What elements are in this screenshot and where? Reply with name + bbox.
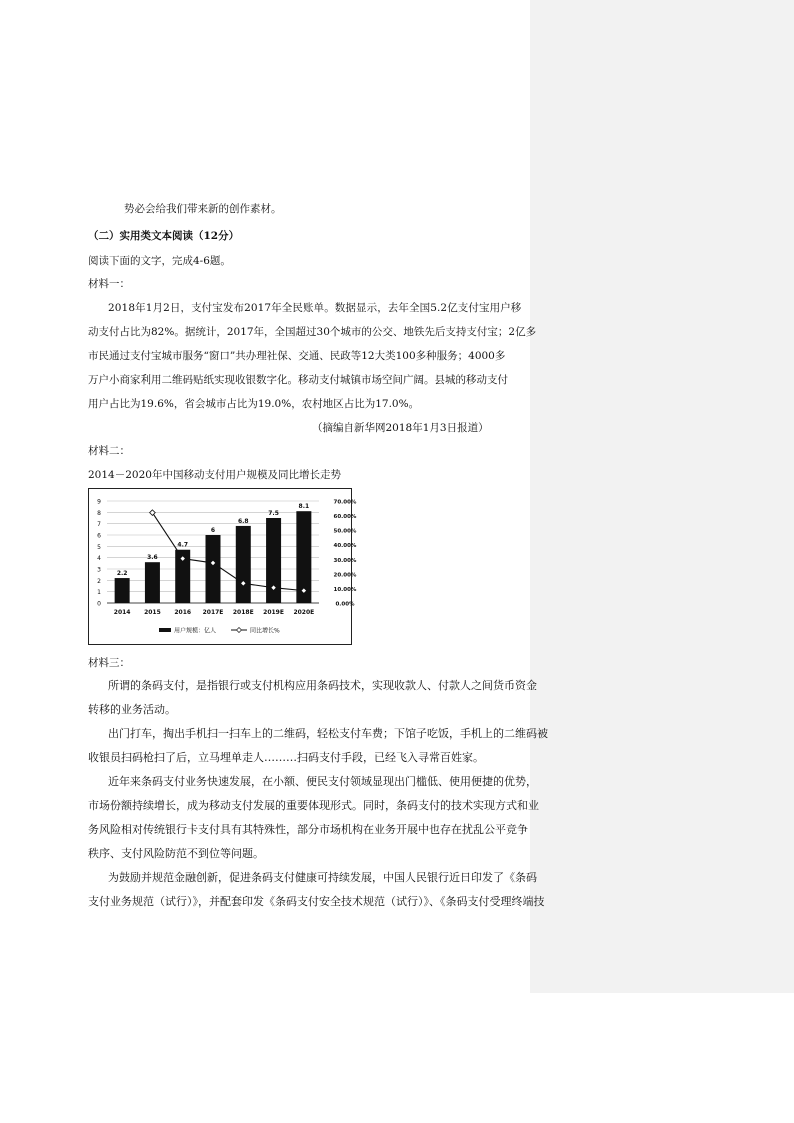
y-right-tick: 20.00% [333,572,357,579]
x-tick: 2016 [174,609,192,616]
bar-label: 3.6 [147,554,158,562]
material3-label: 材料三： [88,657,130,669]
material1-label: 材料一： [88,278,130,290]
legend-swatch-bar [159,628,171,632]
material3-line-8: 秩序、支付风险防范不到位等问题。 [88,847,264,860]
y-left-tick: 2 [97,577,101,585]
chart-title: 2014－2020年中国移动支付用户规模及同比增长走势 [88,469,341,481]
material3-line-9: 为鼓励并规范金融创新，促进条码支付健康可持续发展，中国人民银行近日印发了《条码 [108,871,537,884]
x-tick: 2018E [232,609,254,616]
y-left-tick: 9 [97,498,101,506]
legend-label-line: 同比增长% [250,627,280,635]
intro-line: 势必会给我们带来新的创作素材。 [124,203,282,215]
y-left-tick: 1 [97,589,101,597]
y-left-tick: 3 [97,566,101,574]
material3-line-10: 支付业务规范（试行）》，并配套印发《条码支付安全技术规范（试行）》、《条码支付受理终端技 [88,895,545,908]
y-right-tick: 0.00% [335,601,355,608]
comment-pane [530,0,794,993]
x-tick: 2014 [113,609,131,616]
material3-line-1: 所谓的条码支付，是指银行或支付机构应用条码技术，实现收款人、付款人之间货币资金 [108,679,537,692]
bar [145,562,160,603]
bar [206,535,221,603]
y-left-tick: 5 [97,543,101,551]
y-left-tick: 4 [97,555,101,563]
y-left-tick: 0 [97,600,101,608]
material1-line-1: 2018年1月2日，支付宝发布2017年全民账单。数据显示，去年全国5.2亿支付宝用户移 [108,302,522,314]
section-title: （二）实用类文本阅读（12分） [88,230,240,242]
y-right-tick: 30.00% [333,557,357,564]
y-left-tick: 7 [97,521,101,529]
x-tick: 2019E [263,609,284,616]
material1-source: （摘编自新华网2018年1月3日报道） [312,422,489,434]
bar-label: 8.1 [298,503,310,511]
chart-frame [88,488,357,645]
chart [89,489,357,644]
legend-label-bar: 用户规模：亿人 [174,627,217,635]
material3-line-4: 收银员扫码枪扫了后，立马埋单走人………扫码支付手段，已经飞入寻常百姓家。 [88,751,484,764]
material1-line-3: 市民通过支付宝城市服务“窗口”共办理社保、交通、民政等12大类100多种服务；4000多 [88,350,506,362]
material1-line-2: 动支付占比为82%。据统计，2017年，全国超过30个城市的公交、地铁先后支持支付宝；2亿多 [88,326,537,338]
y-right-tick: 10.00% [333,586,357,593]
bar-label: 6.8 [237,517,249,525]
legend-marker [237,628,242,633]
y-left-tick: 6 [97,532,101,540]
growth-marker [150,510,156,516]
material3-line-7: 务风险相对传统银行卡支付具有其特殊性，部分市场机构在业务开展中也存在扰乱公平竞争 [88,823,528,836]
y-right-tick: 40.00% [333,543,357,550]
material2-label: 材料二： [88,445,130,457]
x-tick: 2017E [202,609,224,616]
y-right-tick: 50.00% [333,528,357,535]
material3-line-3: 出门打车，掏出手机扫一扫车上的二维码，轻松支付车费；下馆子吃饭，手机上的二维码被 [108,727,548,740]
growth-line [152,513,303,591]
bar-label: 4.7 [177,541,189,549]
bar-label: 2.2 [116,570,128,578]
material1-line-5: 用户占比为19.6%，省会城市占比为19.0%，农村地区占比为17.0%。 [88,398,420,410]
bar [236,526,251,603]
material3-line-5: 近年来条码支付业务快速发展，在小额、便民支付领域显现出门槛低、使用便捷的优势， [108,775,537,788]
instruction-line: 阅读下面的文字，完成4-6题。 [88,255,231,267]
x-tick: 2020E [293,609,315,616]
material3-line-2: 转移的业务活动。 [88,703,176,716]
y-right-tick: 60.00% [333,514,357,521]
x-tick: 2015 [144,609,161,616]
material3-line-6: 市场份额持续增长，成为移动支付发展的重要体现形式。同时，条码支付的技术实现方式和业 [88,799,539,812]
bar [115,578,130,603]
bar-label: 7.5 [268,510,279,517]
y-left-tick: 8 [97,509,101,517]
y-right-tick: 70.00% [333,499,357,506]
material1-line-4: 万户小商家利用二维码贴纸实现收银数字化。移动支付城镇市场空间广阔。县城的移动支付 [88,374,508,386]
bar-label: 6 [210,527,216,534]
